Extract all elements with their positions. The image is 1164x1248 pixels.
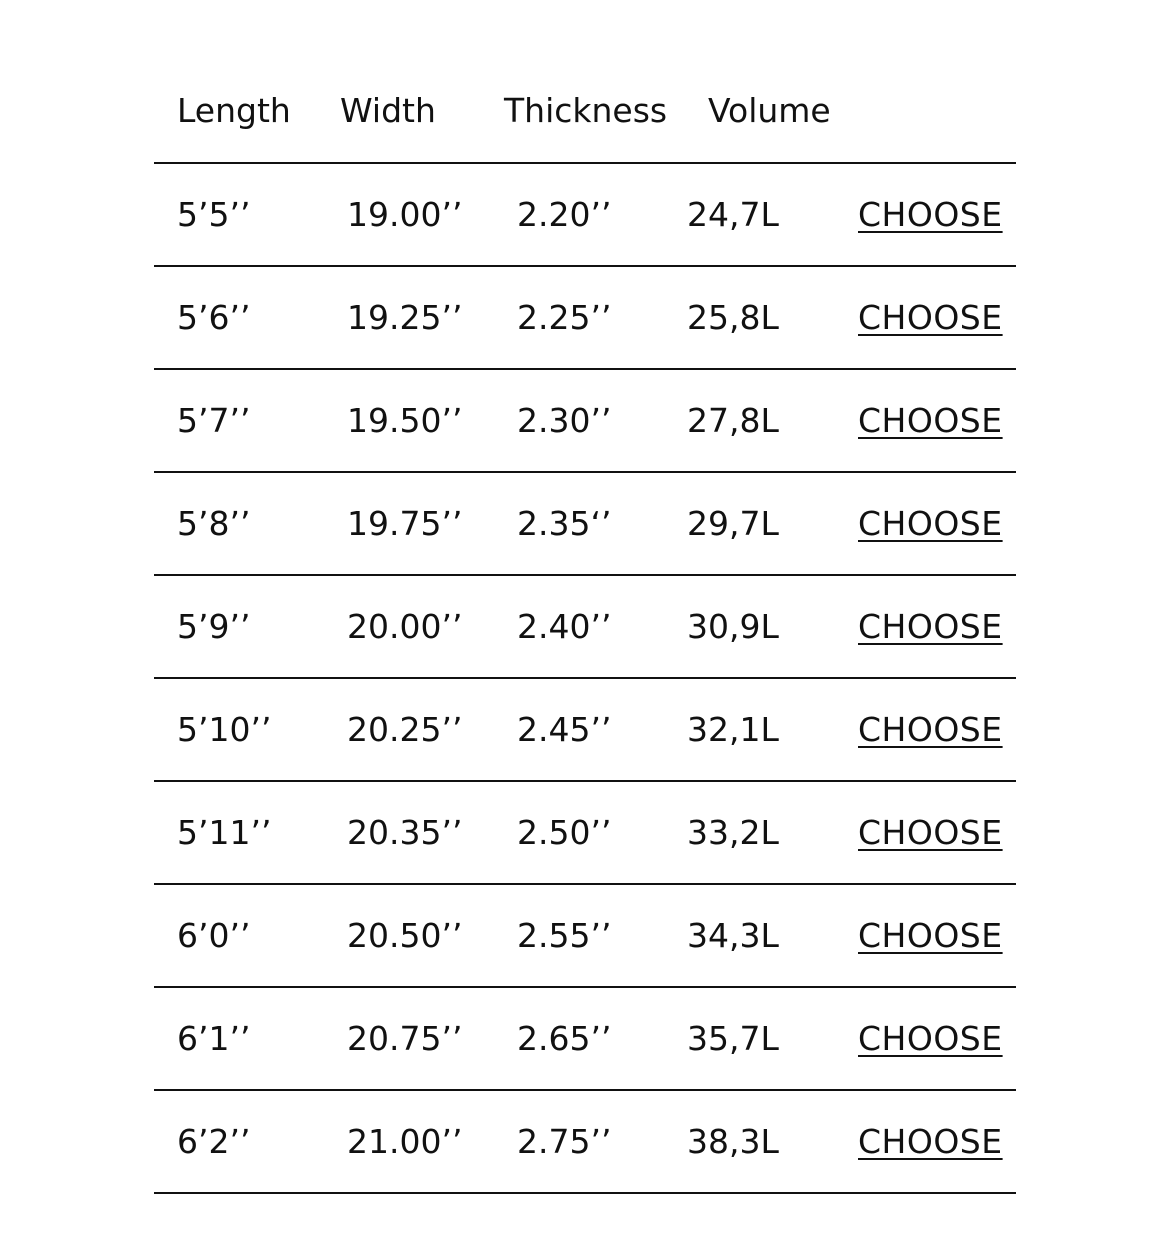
header-width: Width [340,91,436,130]
cell-length: 5’5’’ [177,195,251,234]
cell-volume: 33,2L [687,813,779,852]
table-row [154,267,1016,370]
cell-thickness: 2.20’’ [517,195,612,234]
cell-length: 5’6’’ [177,298,251,337]
header-volume: Volume [708,91,831,130]
choose-link[interactable]: CHOOSE [858,813,1003,852]
cell-width: 20.50’’ [347,916,463,955]
cell-width: 21.00’’ [347,1122,463,1161]
table-row [154,885,1016,988]
cell-thickness: 2.65’’ [517,1019,612,1058]
cell-volume: 27,8L [687,401,779,440]
cell-thickness: 2.55’’ [517,916,612,955]
header-thickness: Thickness [504,91,668,130]
table-row [154,576,1016,679]
cell-length: 5’10’’ [177,710,272,749]
cell-thickness: 2.30’’ [517,401,612,440]
table-row [154,370,1016,473]
cell-width: 20.00’’ [347,607,463,646]
cell-width: 19.00’’ [347,195,463,234]
cell-volume: 30,9L [687,607,779,646]
cell-volume: 25,8L [687,298,779,337]
cell-length: 5’11’’ [177,813,272,852]
cell-width: 20.25’’ [347,710,463,749]
choose-link[interactable]: CHOOSE [858,1122,1003,1161]
table-row [154,782,1016,885]
table-row [154,164,1016,267]
choose-link[interactable]: CHOOSE [858,1019,1003,1058]
table-header-row [154,60,1016,164]
cell-thickness: 2.45’’ [517,710,612,749]
cell-volume: 38,3L [687,1122,779,1161]
cell-width: 19.75’’ [347,504,463,543]
choose-link[interactable]: CHOOSE [858,607,1003,646]
cell-thickness: 2.25’’ [517,298,612,337]
cell-thickness: 2.35‘’ [517,504,612,543]
choose-link[interactable]: CHOOSE [858,195,1003,234]
cell-length: 6’2’’ [177,1122,251,1161]
table-row [154,988,1016,1091]
table-row [154,473,1016,576]
cell-thickness: 2.50’’ [517,813,612,852]
choose-link[interactable]: CHOOSE [858,916,1003,955]
choose-link[interactable]: CHOOSE [858,298,1003,337]
cell-length: 6’1’’ [177,1019,251,1058]
cell-volume: 29,7L [687,504,779,543]
cell-volume: 34,3L [687,916,779,955]
cell-width: 20.75’’ [347,1019,463,1058]
choose-link[interactable]: CHOOSE [858,504,1003,543]
header-length: Length [177,91,291,130]
cell-volume: 24,7L [687,195,779,234]
cell-length: 6’0’’ [177,916,251,955]
cell-volume: 35,7L [687,1019,779,1058]
cell-volume: 32,1L [687,710,779,749]
cell-thickness: 2.75’’ [517,1122,612,1161]
cell-length: 5’9’’ [177,607,251,646]
cell-width: 19.50’’ [347,401,463,440]
cell-length: 5’7’’ [177,401,251,440]
cell-width: 20.35’’ [347,813,463,852]
table-row [154,679,1016,782]
table-row [154,1091,1016,1194]
cell-width: 19.25’’ [347,298,463,337]
choose-link[interactable]: CHOOSE [858,710,1003,749]
cell-length: 5’8’’ [177,504,251,543]
choose-link[interactable]: CHOOSE [858,401,1003,440]
size-table [154,60,1016,1194]
cell-thickness: 2.40’’ [517,607,612,646]
